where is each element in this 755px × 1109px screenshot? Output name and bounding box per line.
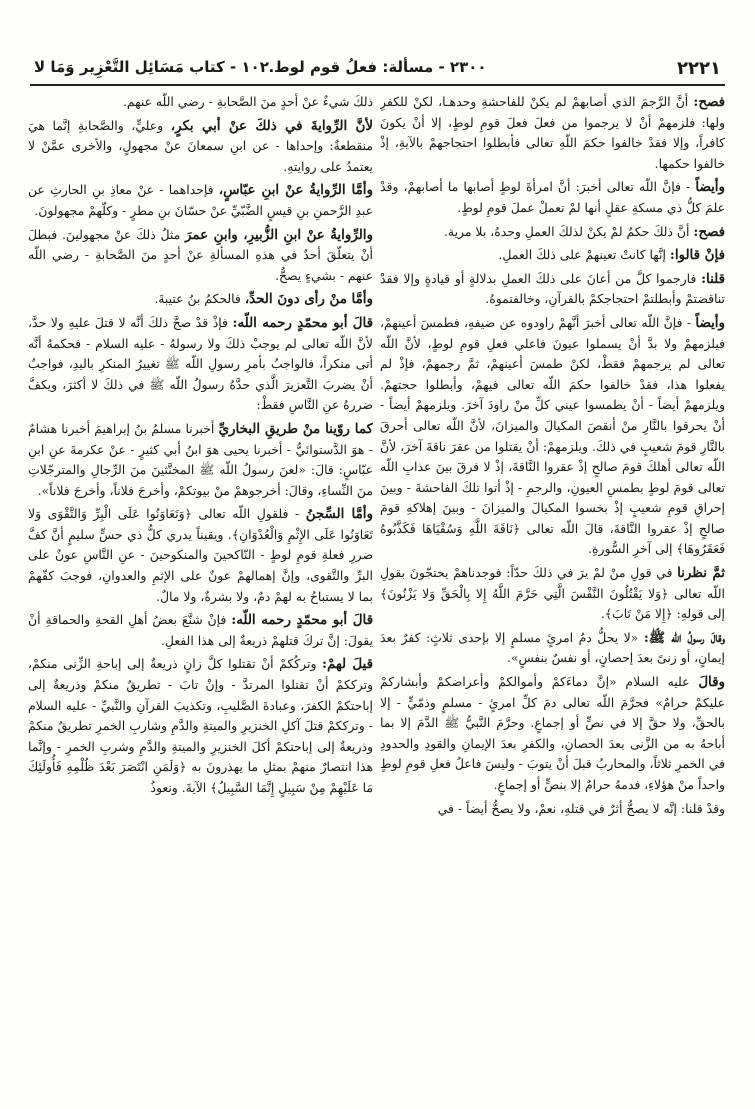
paragraph-lead: وقالَ — [698, 674, 725, 691]
paragraph — [380, 313, 725, 560]
paragraph-text: - فلقولِ اللّه تعالى ﴿وَتَعَاوَنُوا عَلَى الْبِرِّ وَالتَّقْوَى وَلا تَعَاوَنُوا عَلَى الإِثْمِ وَالْعُدْوَانِ﴾. ويقيناً يدري كلُّ ذي حسٍّ سليمٍ أنَّ كفَّ ضررِ فعلةِ قومِ لوطٍ - النّاكحينَ والمنكوحينَ - عنِ النَّاسِ عونٌ على البرِّ والتَّقوى، وإنَّ إهمالهمْ عونٌ على الإثمِ والعدوانِ، فوجبَ كفّهمْ بما لا يستباحُ به لهمْ دمٌ، ولا بشرةٌ، ولا مالٌ. — [28, 506, 373, 604]
right-column — [380, 92, 725, 1095]
paragraph-lead: وأيضاً — [695, 314, 725, 331]
paragraph-text: أخبرنا مسلمُ بنُ إبراهيمَ أخبرنا هشامٌ - هوَ الدَّستوائيُّ - أخبرنا يحيى هوَ ابنُ أبي كثيرٍ - عنْ عكرمةَ عنِ ابنِ عبّاسٍ: قالَ: «لعنَ رسولُ اللّه ﷺ المخنَّثينَ منَ الرِّجالِ والمترجّلاتِ منَ النِّساءِ، وقالَ: أخرجوهمْ منْ بيوتكمْ، وأخرجَ فلاناً، وأخرجَ فلاناً». — [28, 420, 373, 498]
paragraph-lead: وأمَّا الرِّوايةُ عنْ ابنِ عبّاسٍ، — [218, 182, 373, 199]
paragraph-text: وقدْ قلنا: إنَّه لا يصحُّ أثرٌ في قتلهِ، نعمْ، ولا يصحُّ أيضاً - في — [437, 800, 725, 816]
paragraph-lead: قيلَ لهمْ: — [322, 656, 373, 673]
book-title: ١٠٢ - كتاب مَسَائِل التَّعْزِير وَمَا لا — [34, 58, 269, 76]
paragraph — [380, 563, 725, 625]
paragraph — [28, 180, 373, 221]
paragraph-lead: قلنا: — [701, 270, 725, 287]
paragraph — [28, 92, 373, 113]
paragraph — [28, 116, 373, 178]
header-rule — [30, 84, 725, 86]
paragraph-text: فإحداهما - عنْ معاذِ بنِ الحارثِ عن عبدِ الرَّحمنِ بنِ قيسٍ الضَّبّيِّ عنْ حسّانَ بنِ مطرٍ - وكلّهمْ مجهولونَ. — [28, 182, 373, 218]
paragraph-text: فإنْ شنَّعَ بعضُ أهلِ القحةِ والحماقةِ أنْ يقولَ: إنَّ تركَ قتلهمْ ذريعةٌ إلى هذا الفعلِ. — [28, 612, 373, 648]
paragraph — [380, 799, 725, 820]
paragraph-text: عليه السلام «إنَّ دماءَكمْ وأموالكمْ وأعراضكمْ وأبشاركمْ عليكمْ حرامٌ» فحرَّمَ اللّه تعالى دمَ كلِّ امرئٍ - مسلمٍ وذمّيٍّ - إلا بالحقِّ، ولا حقَّ إلا في نصٍّ أو إجماعٍ. وحرَّمَ النَّبيُّ ﷺ الدَّمَ إلا بما أباحهُ به من الزَّنى بعدَ الحصانِ، والكفرِ بعدَ الإيمانِ والقودِ والحدودِ في الخمرِ ثلاثاً، والمحاربُ قبلَ أنْ يتوبَ - وليسَ فاعلُ فعلِ قومِ لوطٍ واحداً منْ هؤلاءِ، فدمهُ حرامٌ إلا بنصٍّ أو إجماعٍ. — [380, 674, 725, 792]
paragraph — [28, 289, 373, 310]
paragraph-text: - فإنَّ اللّه تعالى أخبرَ: أنَّ امرأةَ لوطٍ أصابها ما أصابهمْ، وقدْ علمَ كلُّ ذي مسكةِ عقلٍ أنها لمْ تعملْ عملَ قومِ لوطٍ. — [380, 179, 725, 215]
paragraph — [28, 610, 373, 651]
paragraph — [28, 419, 373, 501]
paragraph-text: - فإنَّ اللّه تعالى أخبرَ أنَّهمْ راودوه عن ضيفهِ، فطمسَ أعينهمْ، فيلزمهمْ ولا بدَّ أنْ يسملوا عيونَ فاعلي فعلِ قومِ لوطٍ، لأنَّ اللّه تعالى لم يرجمهمْ فقطْ، لكنْ طمسَ أعينهمْ، ثمَّ رجمهمْ، فإذْ لم يفعلوا هذا، فقدْ خالفوا حكمَ اللّه تعالى فيهمْ، وأبطلوا حجتهمْ. ويلزمهمْ أيضاً - أنْ يطمسوا عيني كلِّ منْ راودَ آخرَ. ويلزمهمْ أيضاً - أنْ يحرقوا بالنَّارِ منْ أنقصَ المكيالَ والميزانَ، لأنَّ اللّه تعالى أحرقَ بالنَّارِ قومَ شعيبٍ في ذلكَ. ويلزمهمْ: أنْ يقتلوا من عقرَ ناقةَ آخرَ، لأنَّ اللّه تعالى أهلكَ قومَ صالحٍ إذْ عقروا النَّاقةَ، إذْ لا فرقَ بينَ عذابِ اللّه تعالى قومَ لوطٍ بطمسِ العيونِ، والرجمِ - إذْ أتوا تلكَ الفاحشةَ - وبينَ إحراقِ قومِ شعيبٍ إذْ بخسوا المكيالَ والميزانَ - وبينَ إهلاكهِ قومَ صالحٍ إذْ عقروا النَّاقةَ، قالَ اللّه تعالى ﴿نَاقَةَ اللَّهِ وَسُقْيَاهَا فَكَذَّبُوهُ فَعَقَرُوهَا﴾ إلى آخرِ السُّورةِ. — [380, 314, 725, 557]
paragraph-lead: قالَ أبو محمّدٍ رحمه اللّه: — [231, 612, 373, 629]
paragraph-text: مثلُ ذلكَ عنْ مجهولينَ. فبطلَ أنْ يتعلّقَ أحدٌ في هذهِ المسألةِ عنْ أحدٍ منَ الصَّحابةِ - رضي اللّه عنهم - بشيءٍ يصحُّ. — [28, 226, 373, 283]
page-number: ٢٢٢١ — [677, 58, 721, 79]
paragraph — [380, 269, 725, 310]
paragraph — [28, 654, 373, 798]
paragraph-text: أنَّ ذلكَ حكمٌ لمْ يكنْ لذلكَ العملِ وحدهُ، بلا مرية. — [443, 223, 690, 239]
paragraph-lead: ثمَّ نظرنا — [677, 565, 725, 582]
paragraph-lead: فصح: — [693, 223, 725, 240]
paragraph-lead: كما روّينا منْ طريقِ البخاريِّ — [218, 420, 373, 437]
paragraph — [380, 177, 725, 218]
paragraph-text: إنَّها كانتْ تعينهمْ على ذلكَ العملِ. — [498, 247, 666, 263]
paragraph-text: وتركُكمْ أنْ تقتلوا كلَّ زانٍ ذريعةٌ إلى إباحةِ الزِّنى منكمْ، وترككمْ أنْ تقتلوا المرتدَّ - وإنْ تابَ - تطريقٌ منكمْ وذريعةٌ إلى إباحتكمْ الكفرَ، وعبادةَ الصَّليبِ، وتكذيبَ القرآنِ والنَّبيِّ - عليه السلام - وترككمْ قتلَ آكلِ الخنزيرِ والميتةِ والدَّمِ وشاربِ الخمرِ تطريقٌ منكمْ وذريعةٌ إلى إباحتكمْ أكلَ الخنزيرِ والميتةِ والدَّمِ وشربِ الخمرِ - وإنَّما هذا انتصارٌ منهمْ بمثلِ ما يهذرونَ به ﴿وَلَمَنِ انْتَصَرَ بَعْدَ ظُلْمِهِ فَأُولَئِكَ مَا عَلَيْهِمْ مِنْ سَبِيلٍ إِنَّمَا السَّبِيلُ﴾ الآيةَ. ونعوذُ — [28, 656, 373, 795]
paragraph-lead: وأمَّا السِّجنُ — [305, 506, 373, 523]
paragraph — [28, 225, 373, 287]
paragraph-lead: وقالَ رسولُ اللّه ﷺ: — [643, 629, 725, 646]
paragraph-text: فالحكمُ بنُ عتيبةَ. — [154, 291, 241, 307]
paragraph — [380, 628, 725, 669]
page-header — [30, 58, 725, 84]
paragraph — [380, 672, 725, 796]
paragraph-lead: والرِّوايةُ عنْ ابنِ الزُّبيرِ، وابنِ عمرَ — [185, 226, 373, 243]
paragraph-text: فإذْ قدْ صحَّ ذلكَ أنَّه لا قتلَ عليهِ ولا حدَّ، لأنَّ اللّه تعالى لم يوجبْ ذلكَ ولا رسولهُ - عليه السلام - فحكمهُ أنَّه أتى منكراً، فالواجبُ بأمرِ رسولِ اللّه ﷺ تغييرُ المنكرِ باليدِ، فواجبٌ أنْ يضربَ التَّعزيرَ الَّذي حدَّهُ رسولُ اللّه ﷺ في ذلكَ لا أكثرَ، ويكفَّ ضررهُ عنِ النَّاسِ فقطْ: — [28, 314, 373, 413]
paragraph-text: فارجموا كلَّ من أعانَ على ذلكَ العملِ بدلالةٍ أو قيادةٍ وإلا فقدْ تناقضتمْ وأبطلتمْ احتجاجكمْ بالقرآنِ، وخالفتموهُ. — [380, 270, 725, 307]
paragraph-text: «لا يحلُّ دمُ امرئٍ مسلمٍ إلا بإحدى ثلاثٍ: كفرٌ بعدَ إيمانٍ، أو زنىً بعدَ إحصانٍ، أو نفسٌ بنفسٍ». — [380, 629, 725, 666]
paragraph — [28, 504, 373, 607]
paragraph-text: ذلكَ شيءٌ عنْ أحدٍ منَ الصَّحابةِ - رضي اللّه عنهم. — [122, 94, 373, 109]
paragraph-lead: فصح: — [693, 94, 725, 110]
paragraph-text: وعليٍّ، والصَّحابةِ إنَّما هيَ منقطعةٌ: وإحداها - عن ابنِ سمعانَ عنْ مجهولٍ، والأخرى عمَّنْ لا يعتمدُ على روايتهِ. — [28, 117, 373, 174]
paragraph-lead: قالَ أبو محمّدٍ رحمه اللّه: — [232, 314, 373, 331]
paragraph-text: أنَّ الرَّجمَ الذي أصابهمْ لم يكنْ للفاحشةِ وحدهـا، لكنْ للكفرِ ولها: فلزمهمْ أنْ لا يرجموا من فعلَ فعلَ قومِ لوطٍ، إلا أنْ يكونَ كافراً، وإلا فقدْ خالفوا حكمَ اللّهِ تعالى فأبطلوا احتجاجهمْ بالآيةِ، إذْ خالفوا حكمها. — [380, 94, 725, 171]
paragraph-lead: وأمَّا منْ رأى دونَ الحدِّ، — [244, 291, 373, 308]
left-column — [28, 92, 373, 1095]
section-title: ٢٣٠٠ - مسألة: فعلُ قوم لوط. — [268, 58, 487, 76]
paragraph-lead: فإنْ قالوا: — [669, 247, 725, 264]
paragraph — [380, 92, 725, 174]
paragraph-text: في قولِ منْ لمْ يرَ في ذلكَ حدّاً: فوجدناهمْ يحتجّونَ بقولِ اللّه تعالى ﴿وَلا يَقْتُلُونَ النَّفْسَ الَّتِي حَرَّمَ اللَّهُ إِلا بِالْحَقِّ وَلا يَزْنُونَ﴾ إلى قولهِ: ﴿إِلا مَنْ تَابَ﴾. — [380, 565, 725, 622]
paragraph — [28, 313, 373, 416]
paragraph-lead: وأيضاً — [695, 179, 725, 196]
paragraph-lead: لأنَّ الرِّوايةَ في ذلكَ عنْ أبي بكرٍ، — [170, 117, 373, 134]
paragraph — [380, 245, 725, 266]
paragraph — [380, 222, 725, 243]
